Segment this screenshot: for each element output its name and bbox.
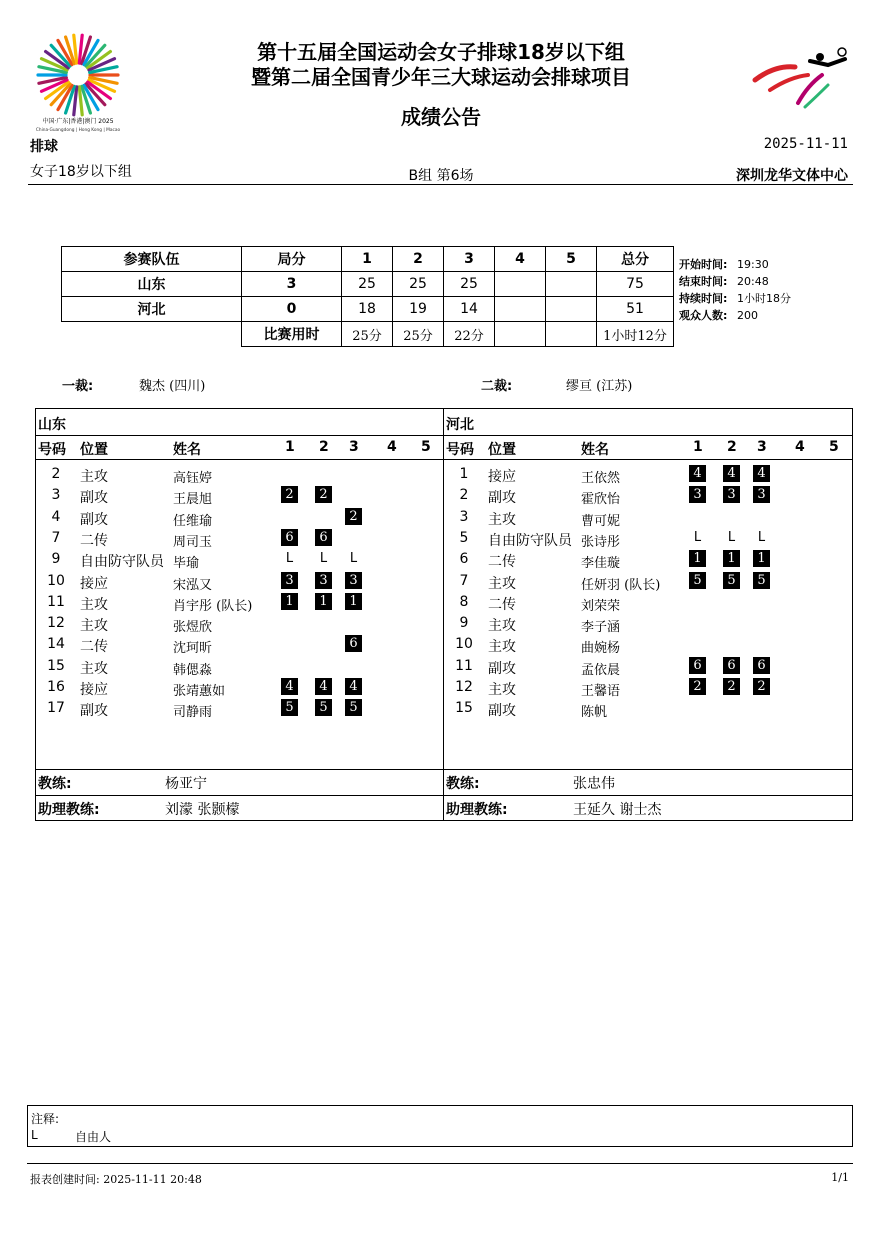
starting-position-box: 4 bbox=[723, 465, 740, 482]
set-duration: 22分 bbox=[444, 322, 495, 347]
player-name: 张煜欣 bbox=[173, 620, 213, 636]
team-name: 河北 bbox=[62, 297, 242, 322]
starting-position-box: 1 bbox=[281, 593, 298, 610]
player-position: 主攻 bbox=[80, 596, 108, 613]
player-row bbox=[444, 613, 852, 634]
starting-position-box: 4 bbox=[689, 465, 706, 482]
col-header-no: 号码 bbox=[446, 442, 474, 458]
player-row bbox=[36, 613, 443, 634]
starting-position-box: 2 bbox=[753, 678, 770, 695]
player-row bbox=[444, 592, 852, 613]
player-number: 10 bbox=[455, 636, 473, 653]
starting-position-box: 2 bbox=[723, 678, 740, 695]
player-position: 副攻 bbox=[80, 511, 108, 528]
player-number: 3 bbox=[51, 487, 61, 504]
score-row-team-1 bbox=[62, 272, 674, 297]
starting-position-box: 6 bbox=[753, 657, 770, 674]
player-position: 副攻 bbox=[488, 703, 516, 720]
player-position: 二传 bbox=[488, 596, 516, 613]
coach-divider bbox=[444, 769, 852, 770]
player-row bbox=[36, 634, 443, 655]
col-header-name: 姓名 bbox=[173, 442, 201, 458]
player-name: 刘荣荣 bbox=[581, 598, 621, 614]
starting-position-box: 5 bbox=[753, 572, 770, 589]
spectators-label: 观众人数: bbox=[679, 309, 728, 322]
col-header-set-4: 4 bbox=[387, 439, 397, 455]
set-score: 25 bbox=[444, 272, 495, 297]
assistant-coach-names: 刘濛 张颢檬 bbox=[165, 802, 240, 818]
player-number: 12 bbox=[47, 615, 65, 632]
starting-position-box: 4 bbox=[315, 678, 332, 695]
roster-team-name: 山东 bbox=[38, 417, 66, 433]
end-time-label: 结束时间: bbox=[679, 275, 728, 288]
starting-position-box: 3 bbox=[689, 486, 706, 503]
col-header-set-3: 3 bbox=[349, 439, 359, 455]
set-duration bbox=[546, 322, 597, 347]
player-number: 17 bbox=[47, 700, 65, 717]
player-number: 9 bbox=[51, 551, 61, 568]
starting-position-box: 3 bbox=[281, 572, 298, 589]
player-name: 周司玉 bbox=[173, 534, 213, 550]
col-header-set-2: 2 bbox=[319, 439, 329, 455]
coach-label: 教练: bbox=[446, 776, 480, 792]
player-number: 11 bbox=[47, 593, 65, 610]
player-number: 4 bbox=[51, 508, 61, 525]
header-set-4: 4 bbox=[495, 247, 546, 272]
starting-position-box: 6 bbox=[345, 635, 362, 652]
player-row bbox=[444, 571, 852, 592]
starting-position-box: 3 bbox=[723, 486, 740, 503]
starting-position-box: 6 bbox=[723, 657, 740, 674]
notes-box bbox=[27, 1105, 853, 1147]
start-time-label: 开始时间: bbox=[679, 258, 728, 271]
duration-row bbox=[62, 322, 674, 347]
player-name: 张靖蕙如 bbox=[173, 684, 226, 699]
starting-position-box: 5 bbox=[315, 699, 332, 716]
starting-position-box: 5 bbox=[281, 699, 298, 716]
player-position: 接应 bbox=[80, 575, 108, 592]
total-points: 51 bbox=[597, 297, 674, 322]
player-row bbox=[36, 549, 443, 570]
player-name: 李佳璇 bbox=[581, 556, 621, 572]
starting-position-box: 4 bbox=[281, 678, 298, 695]
first-referee: 魏杰 (四川) bbox=[139, 379, 206, 394]
starting-position-box: 6 bbox=[315, 529, 332, 546]
player-number: 6 bbox=[459, 551, 469, 568]
player-number: 2 bbox=[51, 466, 61, 482]
header-sets-won: 局分 bbox=[242, 247, 342, 272]
header-set-2: 2 bbox=[393, 247, 444, 272]
duration-label: 持续时间: bbox=[679, 292, 728, 305]
libero-marker: L bbox=[285, 551, 294, 567]
col-header-set-1: 1 bbox=[285, 439, 295, 455]
player-name: 王依然 bbox=[581, 471, 621, 486]
player-name: 霍欣怡 bbox=[581, 492, 621, 508]
set-score bbox=[495, 272, 546, 297]
starting-position-box: 1 bbox=[723, 550, 740, 567]
player-position: 主攻 bbox=[488, 682, 516, 698]
starting-position-box: 1 bbox=[345, 593, 362, 610]
player-row bbox=[444, 464, 852, 485]
header-set-5: 5 bbox=[546, 247, 597, 272]
roster-team-2 bbox=[444, 409, 852, 820]
player-position: 主攻 bbox=[488, 639, 516, 656]
roster-team-1 bbox=[36, 409, 444, 820]
player-number: 7 bbox=[459, 572, 469, 589]
player-row bbox=[444, 634, 852, 655]
player-row bbox=[444, 677, 852, 698]
player-number: 10 bbox=[47, 572, 65, 589]
player-position: 主攻 bbox=[488, 618, 516, 635]
sets-won: 3 bbox=[242, 272, 342, 297]
player-number: 7 bbox=[51, 529, 61, 546]
player-row bbox=[36, 485, 443, 506]
player-position: 主攻 bbox=[80, 618, 108, 635]
set-score: 19 bbox=[393, 297, 444, 322]
player-row bbox=[444, 528, 852, 549]
player-row bbox=[36, 464, 443, 485]
starting-position-box: 1 bbox=[315, 593, 332, 610]
col-header-set-5: 5 bbox=[829, 439, 839, 455]
player-name: 张诗彤 bbox=[581, 534, 621, 550]
set-duration: 25分 bbox=[393, 322, 444, 347]
venue-label: 深圳龙华文体中心 bbox=[736, 168, 848, 184]
libero-marker: L bbox=[693, 529, 702, 545]
score-table-header-row bbox=[62, 247, 674, 272]
score-table bbox=[61, 246, 674, 347]
report-created-time: 报表创建时间: 2025-11-11 20:48 bbox=[30, 1173, 202, 1186]
report-title-line1: 第十五届全国运动会女子排球18岁以下组 bbox=[257, 40, 625, 64]
player-position: 二传 bbox=[80, 639, 108, 656]
player-row bbox=[444, 549, 852, 570]
player-row bbox=[36, 571, 443, 592]
set-score bbox=[495, 297, 546, 322]
starting-position-box: 1 bbox=[753, 550, 770, 567]
player-name: 曲婉杨 bbox=[581, 641, 621, 657]
col-header-pos: 位置 bbox=[488, 442, 516, 458]
player-position: 副攻 bbox=[80, 703, 108, 720]
col-header-set-2: 2 bbox=[727, 439, 737, 455]
page-number: 1/1 bbox=[831, 1171, 849, 1184]
starting-position-box: 2 bbox=[345, 508, 362, 525]
player-name: 肖宇彤 (队长) bbox=[173, 598, 253, 614]
starting-position-box: 2 bbox=[689, 678, 706, 695]
total-points: 75 bbox=[597, 272, 674, 297]
col-header-set-4: 4 bbox=[795, 439, 805, 455]
player-row bbox=[36, 677, 443, 698]
player-number: 16 bbox=[47, 679, 65, 695]
player-row bbox=[36, 592, 443, 613]
roster-header-divider bbox=[444, 459, 852, 460]
header-set-3: 3 bbox=[444, 247, 495, 272]
starting-position-box: 6 bbox=[689, 657, 706, 674]
player-name: 孟依晨 bbox=[581, 662, 621, 678]
player-number: 9 bbox=[459, 615, 469, 632]
set-score: 18 bbox=[342, 297, 393, 322]
sport-label: 排球 bbox=[30, 139, 58, 155]
player-name: 任维瑜 bbox=[173, 513, 213, 529]
starting-position-box: 3 bbox=[315, 572, 332, 589]
category-label: 女子18岁以下组 bbox=[30, 164, 132, 180]
header-divider bbox=[28, 184, 853, 185]
starting-position-box: 3 bbox=[345, 572, 362, 589]
starting-position-box: 5 bbox=[689, 572, 706, 589]
assistant-coach-label: 助理教练: bbox=[446, 802, 508, 818]
player-name: 陈帆 bbox=[581, 705, 608, 721]
blank-cell bbox=[62, 322, 242, 347]
set-score: 14 bbox=[444, 297, 495, 322]
col-header-pos: 位置 bbox=[80, 442, 108, 458]
assistant-coach-label: 助理教练: bbox=[38, 802, 100, 818]
player-position: 主攻 bbox=[488, 511, 516, 528]
duration-label: 比赛用时 bbox=[242, 322, 342, 347]
libero-marker: L bbox=[727, 529, 736, 545]
player-position: 副攻 bbox=[488, 490, 516, 507]
score-row-team-2 bbox=[62, 297, 674, 322]
player-name: 李子涵 bbox=[581, 620, 621, 636]
first-referee-label: 一裁: bbox=[62, 379, 94, 394]
player-position: 主攻 bbox=[80, 469, 108, 485]
starting-position-box: 2 bbox=[315, 486, 332, 503]
col-header-set-5: 5 bbox=[421, 439, 431, 455]
player-row bbox=[36, 507, 443, 528]
starting-position-box: 4 bbox=[345, 678, 362, 695]
player-row bbox=[444, 485, 852, 506]
player-position: 接应 bbox=[488, 469, 516, 485]
roster-divider bbox=[444, 435, 852, 436]
libero-marker: L bbox=[349, 551, 358, 567]
match-info: B组 第6场 bbox=[408, 168, 474, 184]
notes-definition: 自由人 bbox=[75, 1130, 112, 1144]
player-row bbox=[444, 698, 852, 719]
player-position: 接应 bbox=[80, 682, 108, 698]
player-position: 二传 bbox=[488, 554, 516, 571]
player-name: 毕瑜 bbox=[173, 556, 200, 572]
set-score bbox=[546, 297, 597, 322]
assistant-divider bbox=[444, 795, 852, 796]
header-set-1: 1 bbox=[342, 247, 393, 272]
report-title-line2: 暨第二届全国青少年三大球运动会排球项目 bbox=[251, 65, 631, 89]
assistant-divider bbox=[36, 795, 443, 796]
starting-position-box: 4 bbox=[753, 465, 770, 482]
player-position: 副攻 bbox=[488, 660, 516, 677]
coach-divider bbox=[36, 769, 443, 770]
roster-team-name: 河北 bbox=[446, 417, 474, 433]
libero-marker: L bbox=[319, 551, 328, 567]
player-position: 自由防守队员 bbox=[80, 554, 164, 571]
match-duration: 1小时18分 bbox=[737, 292, 791, 305]
player-position: 主攻 bbox=[80, 660, 108, 677]
starting-position-box: 1 bbox=[689, 550, 706, 567]
set-score bbox=[546, 272, 597, 297]
player-name: 司静雨 bbox=[173, 705, 213, 721]
player-name: 宋泓又 bbox=[173, 577, 213, 593]
header-teams: 参赛队伍 bbox=[62, 247, 242, 272]
assistant-coach-names: 王延久 谢士杰 bbox=[573, 802, 662, 818]
set-duration: 25分 bbox=[342, 322, 393, 347]
starting-position-box: 6 bbox=[281, 529, 298, 546]
player-row bbox=[444, 656, 852, 677]
player-number: 11 bbox=[455, 657, 473, 674]
player-name: 任妍羽 (队长) bbox=[581, 577, 661, 593]
player-name: 曹可妮 bbox=[581, 513, 621, 529]
end-time: 20:48 bbox=[737, 275, 769, 288]
coach-label: 教练: bbox=[38, 776, 72, 792]
player-number: 2 bbox=[459, 487, 469, 504]
notes-symbol: L bbox=[31, 1128, 38, 1142]
set-score: 25 bbox=[393, 272, 444, 297]
player-number: 5 bbox=[459, 529, 469, 546]
emblem-caption: 中国·广东|香港|澳门 2025 bbox=[42, 118, 114, 125]
player-position: 二传 bbox=[80, 532, 108, 549]
player-row bbox=[36, 656, 443, 677]
starting-position-box: 3 bbox=[753, 486, 770, 503]
starting-position-box: 5 bbox=[723, 572, 740, 589]
start-time: 19:30 bbox=[737, 258, 769, 271]
spectators: 200 bbox=[737, 309, 758, 322]
col-header-no: 号码 bbox=[38, 442, 66, 458]
header-total: 总分 bbox=[597, 247, 674, 272]
second-referee-label: 二裁: bbox=[481, 379, 513, 394]
player-name: 沈珂昕 bbox=[173, 641, 213, 657]
libero-marker: L bbox=[757, 529, 766, 545]
player-number: 1 bbox=[459, 466, 469, 482]
set-score: 25 bbox=[342, 272, 393, 297]
player-number: 15 bbox=[47, 657, 65, 674]
player-number: 3 bbox=[459, 508, 469, 525]
player-name: 高钰婷 bbox=[173, 471, 213, 486]
player-position: 自由防守队员 bbox=[488, 532, 572, 549]
player-number: 8 bbox=[459, 593, 469, 610]
second-referee: 缪亘 (江苏) bbox=[566, 379, 633, 394]
rosters bbox=[35, 408, 853, 821]
player-name: 王馨语 bbox=[581, 684, 621, 699]
emblem-caption-en: China·Guangdong | Hong Kong | Macao bbox=[35, 128, 121, 133]
player-number: 14 bbox=[47, 636, 65, 653]
player-number: 12 bbox=[455, 679, 473, 695]
col-header-set-1: 1 bbox=[693, 439, 703, 455]
coach-name: 杨亚宁 bbox=[165, 776, 207, 792]
match-times bbox=[679, 256, 791, 324]
col-header-name: 姓名 bbox=[581, 442, 609, 458]
sets-won: 0 bbox=[242, 297, 342, 322]
team-name: 山东 bbox=[62, 272, 242, 297]
starting-position-box: 2 bbox=[281, 486, 298, 503]
player-position: 主攻 bbox=[488, 575, 516, 592]
player-row bbox=[36, 528, 443, 549]
player-row bbox=[36, 698, 443, 719]
player-row bbox=[444, 507, 852, 528]
player-name: 王晨旭 bbox=[173, 492, 213, 508]
player-name: 韩偲淼 bbox=[173, 662, 213, 678]
set-duration bbox=[495, 322, 546, 347]
player-number: 15 bbox=[455, 700, 473, 717]
roster-header-divider bbox=[36, 459, 443, 460]
report-date: 2025-11-11 bbox=[763, 136, 848, 152]
player-position: 副攻 bbox=[80, 490, 108, 507]
total-duration: 1小时12分 bbox=[597, 322, 674, 347]
col-header-set-3: 3 bbox=[757, 439, 767, 455]
footer-divider bbox=[27, 1163, 853, 1164]
report-title-line3: 成绩公告 bbox=[401, 105, 481, 129]
roster-divider bbox=[36, 435, 443, 436]
starting-position-box: 5 bbox=[345, 699, 362, 716]
notes-title: 注释: bbox=[31, 1112, 60, 1126]
coach-name: 张忠伟 bbox=[573, 776, 615, 792]
